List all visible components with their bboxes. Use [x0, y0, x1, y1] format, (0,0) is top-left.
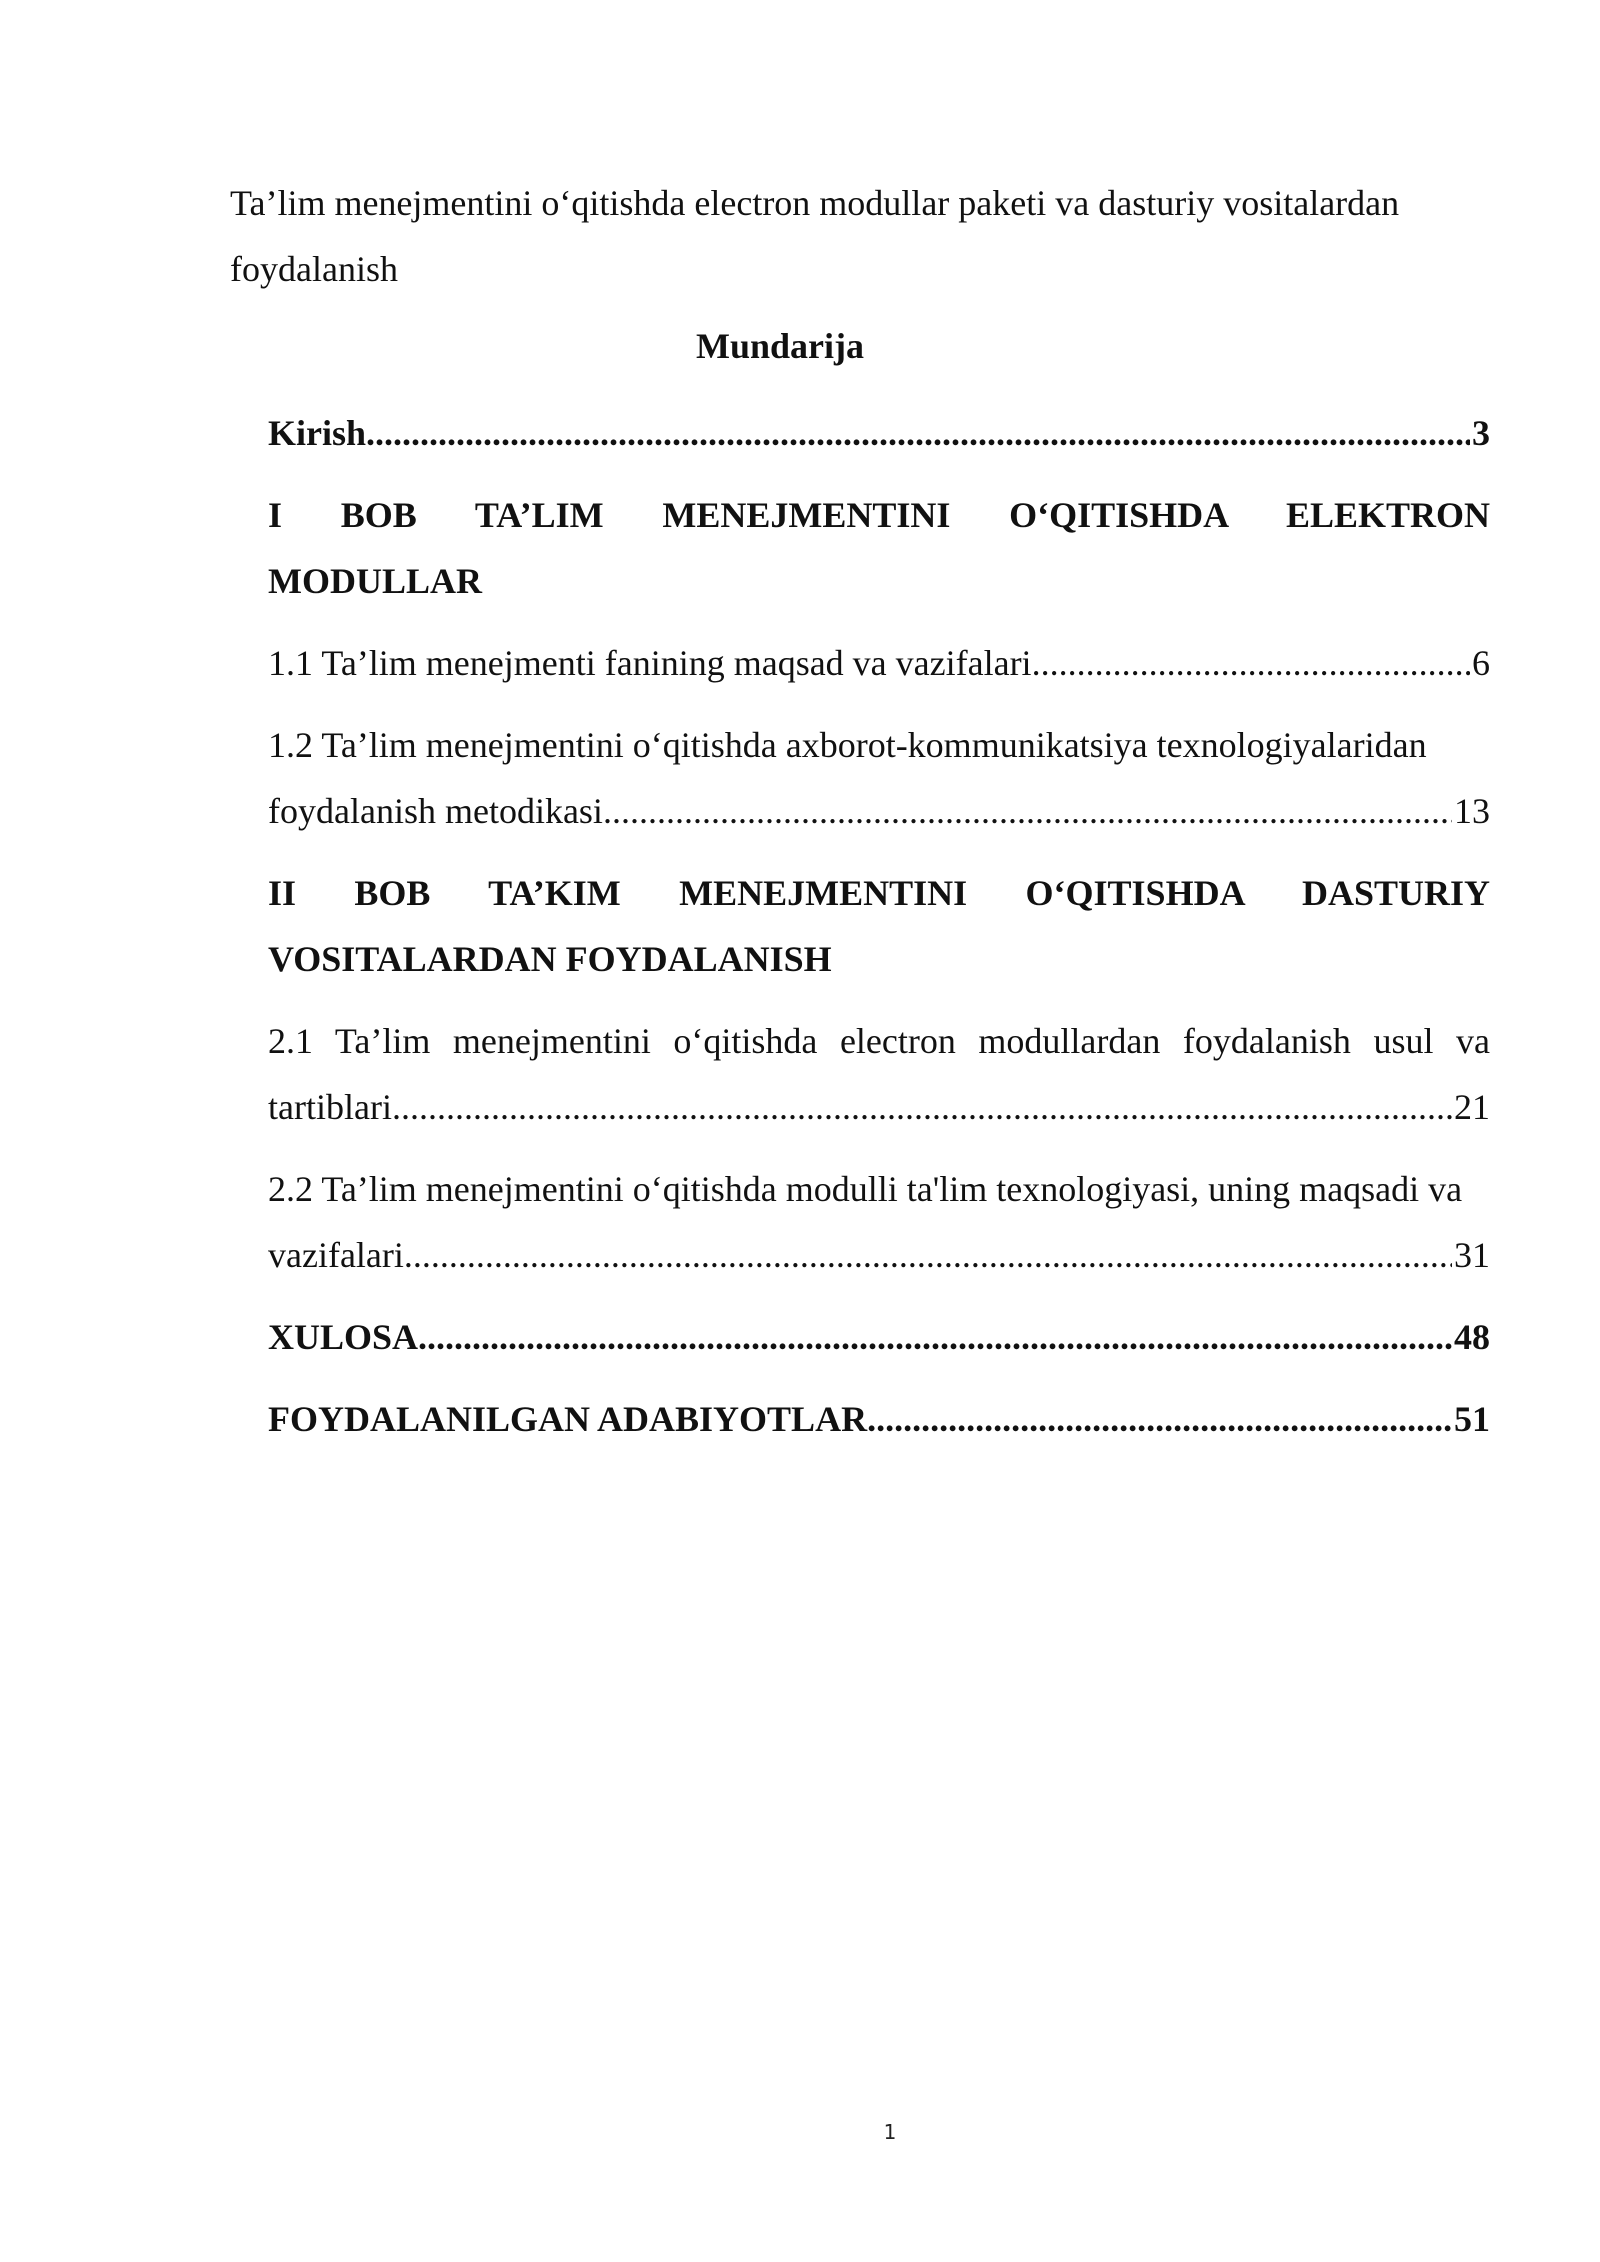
page-number: 1 — [883, 2120, 897, 2144]
toc-entry-title: 1.1 Ta’lim menejmenti fanining maqsad va vazifalari — [268, 643, 1032, 683]
toc-entry-title: XULOSA — [268, 1317, 419, 1357]
toc-heading: Mundarija — [695, 326, 864, 366]
toc-entry-1-1[interactable] — [268, 630, 1490, 696]
toc-entry-title-line2: vazifalari — [268, 1235, 404, 1275]
toc-chapter-title-line2: MODULLAR — [268, 561, 482, 601]
dot-leader — [404, 1222, 1452, 1288]
toc-entry-title-line1: 2.2 Ta’lim menejmentini o‘qitishda modulli ta'lim texnologiyasi, uning maqsadi va — [268, 1169, 1463, 1209]
toc-entry-title-line2: foydalanish metodikasi — [268, 791, 603, 831]
toc-page-number: 48 — [1454, 1317, 1490, 1357]
dot-leader — [1032, 630, 1470, 696]
toc-page-number: 6 — [1472, 643, 1490, 683]
document-title: Ta’lim menejmentini o‘qitishda electron modullar paketi va dasturiy vositalardan foydalanish — [230, 183, 1400, 289]
toc-chapter-1[interactable] — [268, 482, 1490, 614]
toc-chapter-title-line2: VOSITALARDAN FOYDALANISH — [268, 939, 832, 979]
toc-chapter-2[interactable] — [268, 860, 1490, 992]
toc-chapter-title-line1: I BOB TA’LIM MENEJMENTINI O‘QITISHDA ELEKTRON — [268, 495, 1490, 535]
toc-entry-adabiyotlar[interactable] — [268, 1386, 1490, 1452]
toc-entry-title-line1: 2.1 Ta’lim menejmentini o‘qitishda electron modullardan foydalanish usul va — [268, 1021, 1490, 1061]
toc-page-number: 51 — [1454, 1399, 1490, 1439]
toc-page-number: 31 — [1454, 1235, 1490, 1275]
toc-entry-title-line1: 1.2 Ta’lim menejmentini o‘qitishda axborot-kommunikatsiya texnologiyalaridan — [268, 725, 1427, 765]
toc-entry-title: FOYDALANILGAN ADABIYOTLAR — [268, 1399, 868, 1439]
toc-entry-2-1[interactable] — [268, 1008, 1490, 1140]
table-of-contents — [268, 400, 1490, 1468]
toc-entry-kirish[interactable] — [268, 400, 1490, 466]
dot-leader — [366, 400, 1470, 466]
toc-page-number: 21 — [1454, 1087, 1490, 1127]
toc-entry-xulosa[interactable] — [268, 1304, 1490, 1370]
dot-leader — [603, 778, 1452, 844]
toc-entry-2-2[interactable] — [268, 1156, 1490, 1288]
toc-entry-title: Kirish — [268, 413, 367, 453]
toc-page-number: 13 — [1454, 791, 1490, 831]
dot-leader — [867, 1386, 1452, 1452]
dot-leader — [392, 1074, 1452, 1140]
toc-entry-1-2[interactable] — [268, 712, 1490, 844]
toc-entry-title-line2: tartiblari — [268, 1087, 392, 1127]
dot-leader — [418, 1304, 1452, 1370]
toc-chapter-title-line1: II BOB TA’KIM MENEJMENTINI O‘QITISHDA DASTURIY — [268, 873, 1490, 913]
toc-page-number: 3 — [1472, 413, 1490, 453]
